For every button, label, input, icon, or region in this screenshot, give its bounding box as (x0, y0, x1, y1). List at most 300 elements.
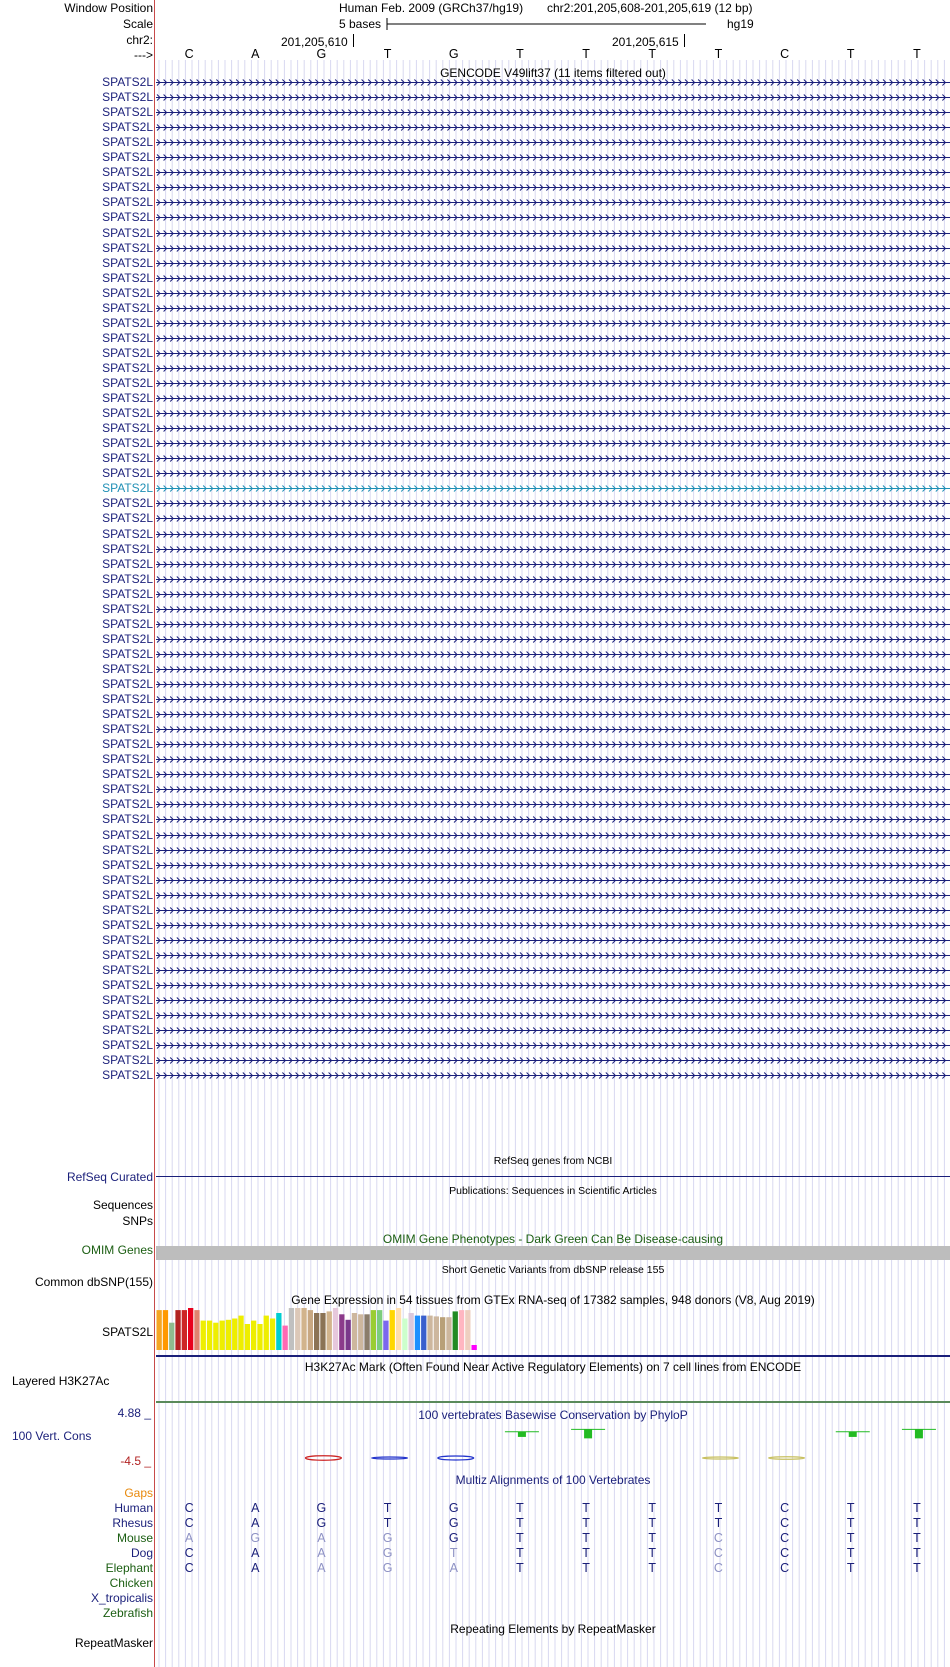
window-position-label: Window Position (64, 1, 153, 15)
gtex-baseline (156, 1355, 950, 1357)
gene-label[interactable]: SPATS2L (102, 90, 153, 104)
gene-label[interactable]: SPATS2L (102, 75, 153, 89)
gtex-tissue-bar[interactable] (245, 1324, 250, 1350)
alignment-base: T (913, 1561, 921, 1575)
reference-base: T (582, 47, 590, 61)
gene-label[interactable]: SPATS2L (102, 767, 153, 781)
alignment-base: A (184, 1531, 194, 1545)
reference-base: T (714, 47, 723, 61)
alignment-base: T (383, 1516, 392, 1530)
alignment-base: C (184, 1546, 194, 1560)
gene-feature[interactable] (156, 542, 950, 557)
gene-feature[interactable] (156, 1008, 950, 1023)
gene-feature[interactable] (156, 301, 950, 316)
reference-base: G (316, 47, 327, 61)
gene-feature[interactable] (156, 496, 950, 511)
gene-label[interactable]: SPATS2L (102, 542, 153, 556)
gene-label[interactable]: SPATS2L (102, 662, 153, 676)
gene-feature[interactable] (156, 572, 950, 587)
phylop-plot[interactable] (156, 1420, 950, 1470)
gene-feature[interactable] (156, 120, 950, 135)
gtex-tissue-bar[interactable] (232, 1319, 237, 1351)
gtex-tissue-bar[interactable] (333, 1308, 338, 1350)
alignment-base: T (516, 1516, 524, 1530)
omim-label[interactable]: OMIM Genes (81, 1243, 153, 1257)
gene-feature[interactable] (156, 90, 950, 105)
gene-label[interactable]: SPATS2L (102, 511, 153, 525)
gtex-label[interactable]: SPATS2L (102, 1325, 153, 1339)
gtex-tissue-bar[interactable] (207, 1321, 212, 1350)
alignment-base: A (251, 1561, 260, 1575)
gene-label[interactable]: SPATS2L (102, 572, 153, 586)
gene-label[interactable]: SPATS2L (102, 210, 153, 224)
gene-label[interactable]: SPATS2L (102, 316, 153, 330)
species-label[interactable]: Elephant (105, 1561, 153, 1575)
gene-feature[interactable] (156, 873, 950, 888)
gtex-tissue-bar[interactable] (301, 1308, 306, 1350)
gene-feature[interactable] (156, 105, 950, 120)
alignment-base: T (582, 1516, 590, 1530)
gtex-tissue-bar[interactable] (320, 1313, 325, 1350)
gtex-tissue-bar[interactable] (409, 1313, 414, 1350)
gtex-tissue-bar[interactable] (377, 1310, 382, 1350)
alignment-base: C (713, 1531, 723, 1545)
label-divider[interactable] (154, 0, 155, 1667)
species-label[interactable]: X_tropicalis (90, 1591, 153, 1605)
gene-feature[interactable] (156, 782, 950, 797)
species-label[interactable]: Chicken (109, 1576, 153, 1590)
gene-label[interactable]: SPATS2L (102, 707, 153, 721)
gene-label[interactable]: SPATS2L (102, 647, 153, 661)
phylop-score-mark (372, 1457, 408, 1459)
gene-feature[interactable] (156, 165, 950, 180)
chrom-label: chr2: (126, 33, 153, 47)
alignment-base: T (846, 1501, 855, 1515)
gene-label[interactable]: SPATS2L (102, 1038, 153, 1052)
omim-title: OMIM Gene Phenotypes - Dark Green Can Be Disease-causing (382, 1232, 724, 1246)
gene-feature[interactable] (156, 677, 950, 692)
gene-label[interactable]: SPATS2L (102, 918, 153, 932)
gene-label[interactable]: SPATS2L (102, 105, 153, 119)
gtex-tissue-bar[interactable] (289, 1308, 294, 1350)
dbsnp-title: Short Genetic Variants from dbSNP release 155 (441, 1264, 665, 1276)
alignment-base: C (713, 1561, 723, 1575)
gene-feature[interactable] (156, 135, 950, 150)
gene-feature[interactable] (156, 918, 950, 933)
gene-feature[interactable] (156, 75, 950, 90)
gene-feature[interactable] (156, 451, 950, 466)
phylop-max-label: 4.88 _ (117, 1406, 151, 1420)
gene-label[interactable]: SPATS2L (102, 150, 153, 164)
alignment-base: T (846, 1516, 855, 1530)
gene-label[interactable]: SPATS2L (102, 286, 153, 300)
gtex-tissue-bar[interactable] (194, 1310, 199, 1350)
phylop-title: 100 vertebrates Basewise Conservation by PhyloP (418, 1408, 688, 1422)
scale-text: 5 bases (339, 17, 382, 31)
gene-feature[interactable] (156, 858, 950, 873)
alignment-base: T (648, 1516, 657, 1530)
gtex-tissue-bar[interactable] (358, 1314, 363, 1350)
gene-feature[interactable] (156, 632, 950, 647)
alignment-base: A (317, 1561, 326, 1575)
gene-feature[interactable] (156, 436, 950, 451)
gtex-tissue-bar[interactable] (383, 1321, 388, 1350)
assembly-title: Human Feb. 2009 (GRCh37/hg19) (339, 1, 524, 15)
gtex-tissue-bar[interactable] (434, 1316, 439, 1350)
gene-feature[interactable] (156, 195, 950, 210)
gene-label[interactable]: SPATS2L (102, 948, 153, 962)
gene-feature[interactable] (156, 752, 950, 767)
gene-feature[interactable] (156, 767, 950, 782)
scale-bar (386, 16, 706, 32)
gene-label[interactable]: SPATS2L (102, 256, 153, 270)
gtex-tissue-bar[interactable] (251, 1321, 256, 1350)
alignment-base: A (317, 1531, 326, 1545)
gene-label[interactable]: SPATS2L (102, 978, 153, 992)
refseq-feature-line[interactable] (156, 1176, 950, 1177)
gtex-tissue-bar[interactable] (169, 1323, 174, 1350)
alignment-base: T (846, 1531, 855, 1545)
gtex-tissue-bar[interactable] (213, 1323, 218, 1350)
gene-label[interactable]: SPATS2L (102, 361, 153, 375)
gtex-tissue-bar[interactable] (440, 1317, 445, 1350)
gtex-tissue-bar[interactable] (465, 1310, 470, 1350)
gene-label[interactable]: SPATS2L (102, 195, 153, 209)
gene-label[interactable]: SPATS2L (102, 1068, 153, 1082)
gene-label[interactable]: SPATS2L (102, 1008, 153, 1022)
phylop-score-bar (584, 1429, 592, 1438)
position-range: chr2:201,205,608-201,205,619 (12 bp) (547, 1, 753, 15)
gtex-tissue-bar[interactable] (390, 1310, 395, 1350)
dbsnp-label[interactable]: Common dbSNP(155) (34, 1275, 153, 1289)
gene-feature[interactable] (156, 828, 950, 843)
gtex-tissue-bar[interactable] (226, 1320, 231, 1350)
alignment-base: G (382, 1531, 393, 1545)
gene-label[interactable]: SPATS2L (102, 963, 153, 977)
gene-feature[interactable] (156, 361, 950, 376)
h3k27ac-signal-line (156, 1401, 950, 1403)
gtex-tissue-bar[interactable] (276, 1313, 281, 1350)
gene-label[interactable]: SPATS2L (102, 331, 153, 345)
gene-label[interactable]: SPATS2L (102, 933, 153, 947)
assembly-short: hg19 (727, 17, 754, 31)
gene-label[interactable]: SPATS2L (102, 677, 153, 691)
gtex-tissue-bar[interactable] (415, 1316, 420, 1350)
gtex-tissue-bar[interactable] (427, 1316, 432, 1350)
gene-label[interactable]: SPATS2L (102, 391, 153, 405)
gene-label[interactable]: SPATS2L (102, 406, 153, 420)
species-label[interactable]: Zebrafish (102, 1606, 153, 1620)
gene-feature[interactable] (156, 271, 950, 286)
gtex-tissue-bar[interactable] (453, 1311, 458, 1350)
gene-feature[interactable] (156, 1053, 950, 1068)
gtex-tissue-bar[interactable] (188, 1308, 193, 1350)
alignment-base: T (516, 1561, 524, 1575)
gene-label[interactable]: SPATS2L (102, 858, 153, 872)
alignment-base: C (780, 1516, 790, 1530)
alignment-base: T (582, 1501, 590, 1515)
gene-label[interactable]: SPATS2L (102, 496, 153, 510)
alignment-base: C (184, 1516, 194, 1530)
gene-label[interactable]: SPATS2L (102, 301, 153, 315)
coord-tick-2 (684, 34, 685, 47)
gene-label[interactable]: SPATS2L (102, 180, 153, 194)
alignment-base: G (316, 1516, 327, 1530)
alignment-base: T (648, 1501, 657, 1515)
omim-feature-bar[interactable] (156, 1246, 950, 1260)
gene-label[interactable]: SPATS2L (102, 346, 153, 360)
gene-label[interactable]: SPATS2L (102, 602, 153, 616)
alignment-base: T (516, 1501, 524, 1515)
gene-label[interactable]: SPATS2L (102, 165, 153, 179)
reference-base: T (648, 47, 657, 61)
gene-label[interactable]: SPATS2L (102, 812, 153, 826)
gene-feature[interactable] (156, 692, 950, 707)
gene-feature[interactable] (156, 797, 950, 812)
gene-label[interactable]: SPATS2L (102, 993, 153, 1007)
gtex-tissue-bar[interactable] (396, 1308, 401, 1350)
gene-label[interactable]: SPATS2L (102, 797, 153, 811)
gene-feature[interactable] (156, 511, 950, 526)
gtex-tissue-bar[interactable] (371, 1310, 376, 1350)
coord-label-2: 201,205,615 (612, 35, 679, 49)
gene-feature[interactable] (156, 316, 950, 331)
gene-label[interactable]: SPATS2L (102, 843, 153, 857)
species-label[interactable]: Dog (130, 1546, 153, 1560)
publications-title: Publications: Sequences in Scientific Articles (449, 1185, 657, 1197)
gtex-tissue-bar[interactable] (346, 1320, 351, 1350)
alignment-base: T (648, 1561, 657, 1575)
alignment-base: C (184, 1501, 194, 1515)
gene-feature[interactable] (156, 226, 950, 241)
alignment-base: T (516, 1531, 524, 1545)
alignment-base: C (780, 1546, 790, 1560)
phylop-label[interactable]: 100 Vert. Cons (12, 1429, 92, 1443)
reference-base: C (184, 47, 194, 61)
gaps-label: Gaps (124, 1486, 153, 1500)
gene-label[interactable]: SPATS2L (102, 782, 153, 796)
gtex-tissue-bar[interactable] (238, 1316, 243, 1350)
gene-feature[interactable] (156, 963, 950, 978)
gtex-tissue-bar[interactable] (201, 1321, 206, 1350)
alignment-base: A (251, 1516, 260, 1530)
gene-feature[interactable] (156, 888, 950, 903)
gene-label[interactable]: SPATS2L (102, 241, 153, 255)
gene-label[interactable]: SPATS2L (102, 1023, 153, 1037)
gene-feature[interactable] (156, 1068, 950, 1083)
gene-feature[interactable] (156, 346, 950, 361)
reference-base: G (448, 47, 459, 61)
gtex-tissue-bar[interactable] (295, 1308, 300, 1350)
gene-label[interactable]: SPATS2L (102, 557, 153, 571)
gtex-tissue-bar[interactable] (257, 1324, 262, 1350)
gene-feature[interactable] (156, 978, 950, 993)
gtex-tissue-bar[interactable] (283, 1326, 288, 1350)
alignment-base: C (184, 1561, 194, 1575)
phylop-min-label: -4.5 _ (120, 1454, 151, 1468)
phylop-score-mark (305, 1456, 341, 1461)
gene-feature[interactable] (156, 617, 950, 632)
gtex-tissue-bar[interactable] (314, 1313, 319, 1350)
gene-feature[interactable] (156, 662, 950, 677)
phylop-score-bar (849, 1432, 857, 1437)
gene-label[interactable]: SPATS2L (102, 903, 153, 917)
gene-feature[interactable] (156, 647, 950, 662)
gene-feature[interactable] (156, 602, 950, 617)
reference-base: T (913, 47, 921, 61)
alignment-base: A (317, 1546, 326, 1560)
gtex-tissue-bar[interactable] (264, 1316, 269, 1350)
gene-feature[interactable] (156, 722, 950, 737)
gene-feature[interactable] (156, 1038, 950, 1053)
alignment-base: C (713, 1546, 723, 1560)
gene-feature[interactable] (156, 707, 950, 722)
gtex-tissue-bar[interactable] (364, 1314, 369, 1350)
alignment-base: G (448, 1501, 459, 1515)
gene-label[interactable]: SPATS2L (102, 466, 153, 480)
gene-label[interactable]: SPATS2L (102, 587, 153, 601)
alignment-base: G (448, 1516, 459, 1530)
gene-label[interactable]: SPATS2L (102, 752, 153, 766)
gtex-tissue-bar[interactable] (339, 1314, 344, 1350)
gencode-title: GENCODE V49lift37 (11 items filtered out) (440, 66, 666, 80)
alignment-base: C (780, 1501, 790, 1515)
gtex-tissue-bar[interactable] (182, 1310, 187, 1350)
gene-label[interactable]: SPATS2L (102, 226, 153, 240)
track-panel[interactable] (156, 0, 950, 1667)
gene-feature[interactable] (156, 587, 950, 602)
track-labels-column (0, 0, 153, 1667)
gtex-tissue-bar[interactable] (220, 1321, 225, 1350)
gene-feature[interactable] (156, 210, 950, 225)
gtex-tissue-bar[interactable] (421, 1316, 426, 1350)
species-label[interactable]: Rhesus (112, 1516, 153, 1530)
phylop-score-bar (518, 1432, 526, 1437)
gene-feature[interactable] (156, 256, 950, 271)
gene-feature[interactable] (156, 421, 950, 436)
gene-feature[interactable] (156, 241, 950, 256)
gene-feature[interactable] (156, 527, 950, 542)
species-label[interactable]: Human (114, 1501, 153, 1515)
gtex-tissue-bar[interactable] (163, 1310, 168, 1350)
gene-label[interactable]: SPATS2L (102, 888, 153, 902)
gene-feature[interactable] (156, 376, 950, 391)
gtex-tissue-bar[interactable] (472, 1345, 477, 1350)
gene-feature[interactable] (156, 391, 950, 406)
gtex-tissue-bar[interactable] (446, 1317, 451, 1350)
gene-feature[interactable] (156, 406, 950, 421)
alignment-base: G (382, 1561, 393, 1575)
gene-label[interactable]: SPATS2L (102, 436, 153, 450)
gtex-tissue-bar[interactable] (270, 1319, 275, 1351)
gene-feature[interactable] (156, 466, 950, 481)
gene-feature[interactable] (156, 993, 950, 1008)
gtex-tissue-bar[interactable] (157, 1310, 162, 1350)
alignment-base: T (449, 1546, 458, 1560)
phylop-score-mark (702, 1457, 738, 1459)
publications-sequences-label[interactable]: Sequences (92, 1198, 153, 1212)
gene-feature[interactable] (156, 948, 950, 963)
gene-label[interactable]: SPATS2L (102, 451, 153, 465)
reference-base: T (516, 47, 524, 61)
alignment-base: C (780, 1561, 790, 1575)
multiz-title: Multiz Alignments of 100 Vertebrates (455, 1473, 651, 1487)
coord-label-1: 201,205,610 (281, 35, 348, 49)
reference-base: T (846, 47, 855, 61)
h3k27ac-label[interactable]: Layered H3K27Ac (12, 1374, 110, 1388)
alignment-base: C (780, 1531, 790, 1545)
gene-label[interactable]: SPATS2L (102, 737, 153, 751)
gene-feature[interactable] (156, 286, 950, 301)
alignment-base: T (582, 1546, 590, 1560)
repeatmasker-label[interactable]: RepeatMasker (74, 1636, 153, 1650)
gene-label[interactable]: SPATS2L (102, 135, 153, 149)
alignment-base: T (582, 1531, 590, 1545)
gene-feature[interactable] (156, 557, 950, 572)
gene-label[interactable]: SPATS2L (102, 873, 153, 887)
gtex-tissue-bar[interactable] (327, 1311, 332, 1350)
gene-label[interactable]: SPATS2L (102, 527, 153, 541)
gtex-bar-chart[interactable] (156, 1306, 950, 1350)
gene-feature[interactable] (156, 737, 950, 752)
alignment-base: T (383, 1501, 392, 1515)
gene-feature[interactable] (156, 1023, 950, 1038)
gene-feature[interactable] (156, 843, 950, 858)
gene-label[interactable]: SPATS2L (102, 617, 153, 631)
gtex-tissue-bar[interactable] (308, 1310, 313, 1350)
alignment-base: T (648, 1531, 657, 1545)
gtex-tissue-bar[interactable] (402, 1319, 407, 1351)
gene-label[interactable]: SPATS2L (102, 120, 153, 134)
alignment-base: G (316, 1501, 327, 1515)
gene-feature[interactable] (156, 150, 950, 165)
gene-label[interactable]: SPATS2L (102, 828, 153, 842)
gtex-tissue-bar[interactable] (459, 1310, 464, 1350)
alignment-base: A (251, 1546, 260, 1560)
h3k27ac-title: H3K27Ac Mark (Often Found Near Active Regulatory Elements) on 7 cell lines from ENCODE (304, 1360, 802, 1374)
species-label[interactable]: Mouse (116, 1531, 153, 1545)
gtex-tissue-bar[interactable] (352, 1313, 357, 1350)
gene-label[interactable]: SPATS2L (102, 722, 153, 736)
gene-label[interactable]: SPATS2L (102, 271, 153, 285)
gene-label[interactable]: SPATS2L (102, 692, 153, 706)
alignment-base: T (913, 1501, 921, 1515)
gene-feature[interactable] (156, 933, 950, 948)
gene-feature[interactable] (156, 812, 950, 827)
refseq-label[interactable]: RefSeq Curated (66, 1170, 153, 1184)
strand-label: ---> (134, 48, 153, 62)
gene-feature[interactable] (156, 180, 950, 195)
gene-label[interactable]: SPATS2L (102, 1053, 153, 1067)
gene-feature[interactable] (156, 903, 950, 918)
gene-label[interactable]: SPATS2L (102, 421, 153, 435)
phylop-score-mark (438, 1456, 474, 1460)
gtex-title: Gene Expression in 54 tissues from GTEx RNA-seq of 17382 samples, 948 donors (V8, Aug 2019) (291, 1293, 815, 1307)
scale-label: Scale (122, 17, 153, 31)
repeatmasker-title: Repeating Elements by RepeatMasker (450, 1622, 656, 1636)
gene-label[interactable]: SPATS2L (102, 632, 153, 646)
reference-base: T (383, 47, 392, 61)
publications-snps-label[interactable]: SNPs (122, 1214, 153, 1228)
alignment-base: T (913, 1546, 921, 1560)
gene-label[interactable]: SPATS2L (102, 376, 153, 390)
gene-feature[interactable] (156, 481, 950, 496)
gene-label[interactable]: SPATS2L (102, 481, 153, 495)
gtex-tissue-bar[interactable] (175, 1310, 180, 1350)
alignment-base: G (250, 1531, 261, 1545)
alignment-base: G (448, 1531, 459, 1545)
gene-feature[interactable] (156, 331, 950, 346)
